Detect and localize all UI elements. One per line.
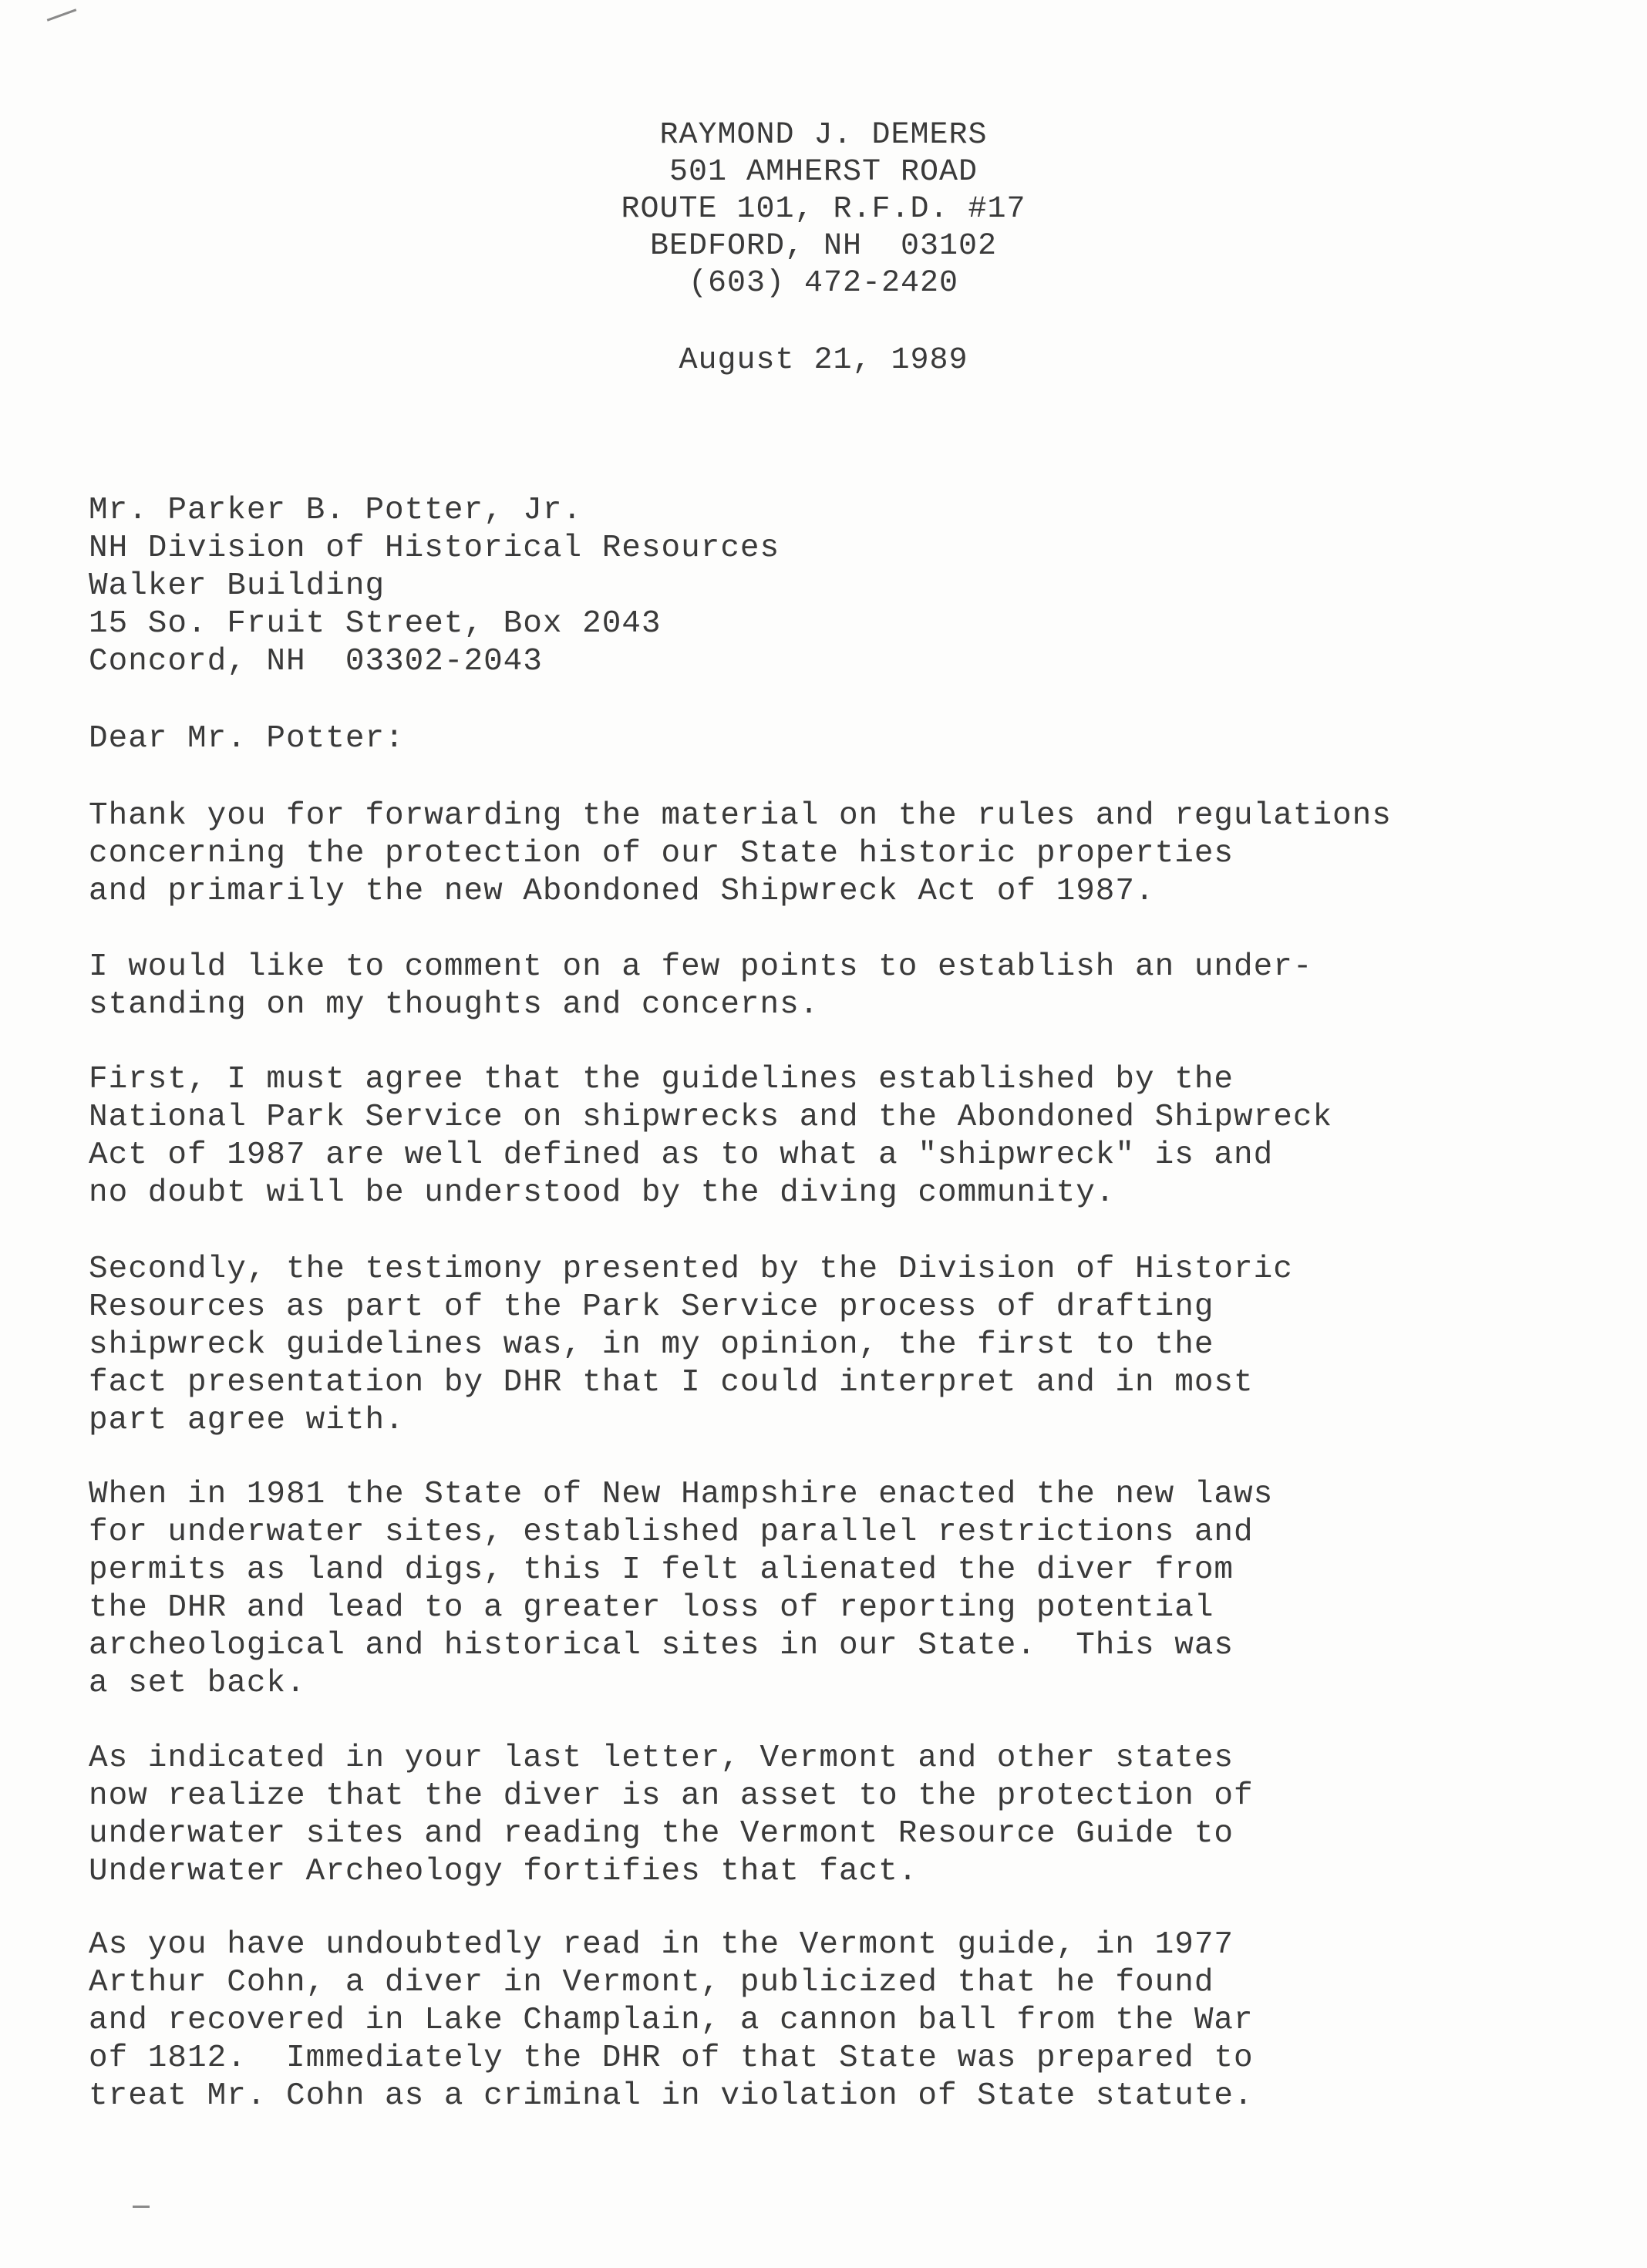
- recipient-line: NH Division of Historical Resources: [89, 531, 780, 566]
- paragraph-line: fact presentation by DHR that I could interpret and in most: [89, 1365, 1254, 1400]
- sender-city: BEDFORD, NH 03102: [649, 229, 998, 264]
- paragraph-line: underwater sites and reading the Vermont Resource Guide to: [89, 1816, 1234, 1852]
- paragraph-line: archeological and historical sites in our State. This was: [89, 1628, 1234, 1663]
- paragraph-line: now realize that the diver is an asset to the protection of: [89, 1778, 1254, 1814]
- recipient-line: 15 So. Fruit Street, Box 2043: [89, 606, 662, 642]
- paragraph-line: no doubt will be understood by the diving community.: [89, 1175, 1116, 1211]
- body-paragraph: [89, 949, 1312, 1024]
- paragraph-line: I would like to comment on a few points to establish an under-: [89, 949, 1313, 985]
- recipient-line: Walker Building: [89, 568, 386, 604]
- sender-route: ROUTE 101, R.F.D. #17: [621, 192, 1026, 227]
- salutation: Dear Mr. Potter:: [89, 721, 405, 757]
- paragraph-line: shipwreck guidelines was, in my opinion, the first to the: [89, 1327, 1214, 1363]
- paragraph-line: Underwater Archeology fortifies that fact.: [89, 1854, 918, 1889]
- scan-mark: [47, 8, 77, 21]
- paragraph-line: permits as land digs, this I felt alienated the diver from: [89, 1552, 1234, 1588]
- paragraph-line: National Park Service on shipwrecks and the Abondoned Shipwreck: [89, 1100, 1333, 1135]
- paragraph-line: standing on my thoughts and concerns.: [89, 987, 820, 1023]
- paragraph-line: the DHR and lead to a greater loss of reporting potential: [89, 1590, 1214, 1626]
- paragraph-line: treat Mr. Cohn as a criminal in violation of State statute.: [89, 2078, 1254, 2114]
- sender-name: RAYMOND J. DEMERS: [659, 118, 988, 153]
- paragraph-line: concerning the protection of our State historic properties: [89, 836, 1234, 871]
- paragraph-line: part agree with.: [89, 1403, 405, 1438]
- paragraph-line: Secondly, the testimony presented by the Division of Historic: [89, 1252, 1293, 1287]
- recipient-line: Mr. Parker B. Potter, Jr.: [89, 493, 583, 528]
- paragraph-line: Arthur Cohn, a diver in Vermont, publicized that he found: [89, 1965, 1214, 2000]
- paragraph-line: and primarily the new Abondoned Shipwreck Act of 1987.: [89, 874, 1155, 909]
- paragraph-line: First, I must agree that the guidelines established by the: [89, 1062, 1234, 1097]
- letter-date: August 21, 1989: [679, 343, 968, 378]
- sender-phone: (603) 472-2420: [688, 266, 959, 301]
- body-paragraph: [89, 1740, 1254, 1891]
- paragraph-line: As you have undoubtedly read in the Vermont guide, in 1977: [89, 1927, 1234, 1963]
- paragraph-line: As indicated in your last letter, Vermont and other states: [89, 1741, 1234, 1776]
- body-paragraph: [89, 1251, 1293, 1440]
- sender-street: 501 AMHERST ROAD: [669, 155, 978, 190]
- paragraph-line: for underwater sites, established parallel restrictions and: [89, 1515, 1254, 1550]
- recipient-line: Concord, NH 03302-2043: [89, 644, 543, 679]
- paragraph-line: of 1812. Immediately the DHR of that State was prepared to: [89, 2041, 1254, 2076]
- paragraph-line: When in 1981 the State of New Hampshire enacted the new laws: [89, 1477, 1274, 1512]
- body-paragraph: [89, 1926, 1254, 2115]
- recipient-address: [89, 492, 780, 681]
- letterhead: [0, 117, 1647, 302]
- body-paragraph: [89, 1476, 1273, 1703]
- paragraph-line: a set back.: [89, 1666, 306, 1701]
- body-paragraph: [89, 1061, 1332, 1212]
- paragraph-line: and recovered in Lake Champlain, a cannon ball from the War: [89, 2003, 1254, 2038]
- body-paragraph: [89, 797, 1392, 911]
- paragraph-line: Thank you for forwarding the material on the rules and regulations: [89, 798, 1392, 834]
- scan-mark: [133, 2206, 150, 2208]
- paragraph-line: Act of 1987 are well defined as to what a "shipwreck" is and: [89, 1137, 1274, 1173]
- paragraph-line: Resources as part of the Park Service process of drafting: [89, 1289, 1214, 1325]
